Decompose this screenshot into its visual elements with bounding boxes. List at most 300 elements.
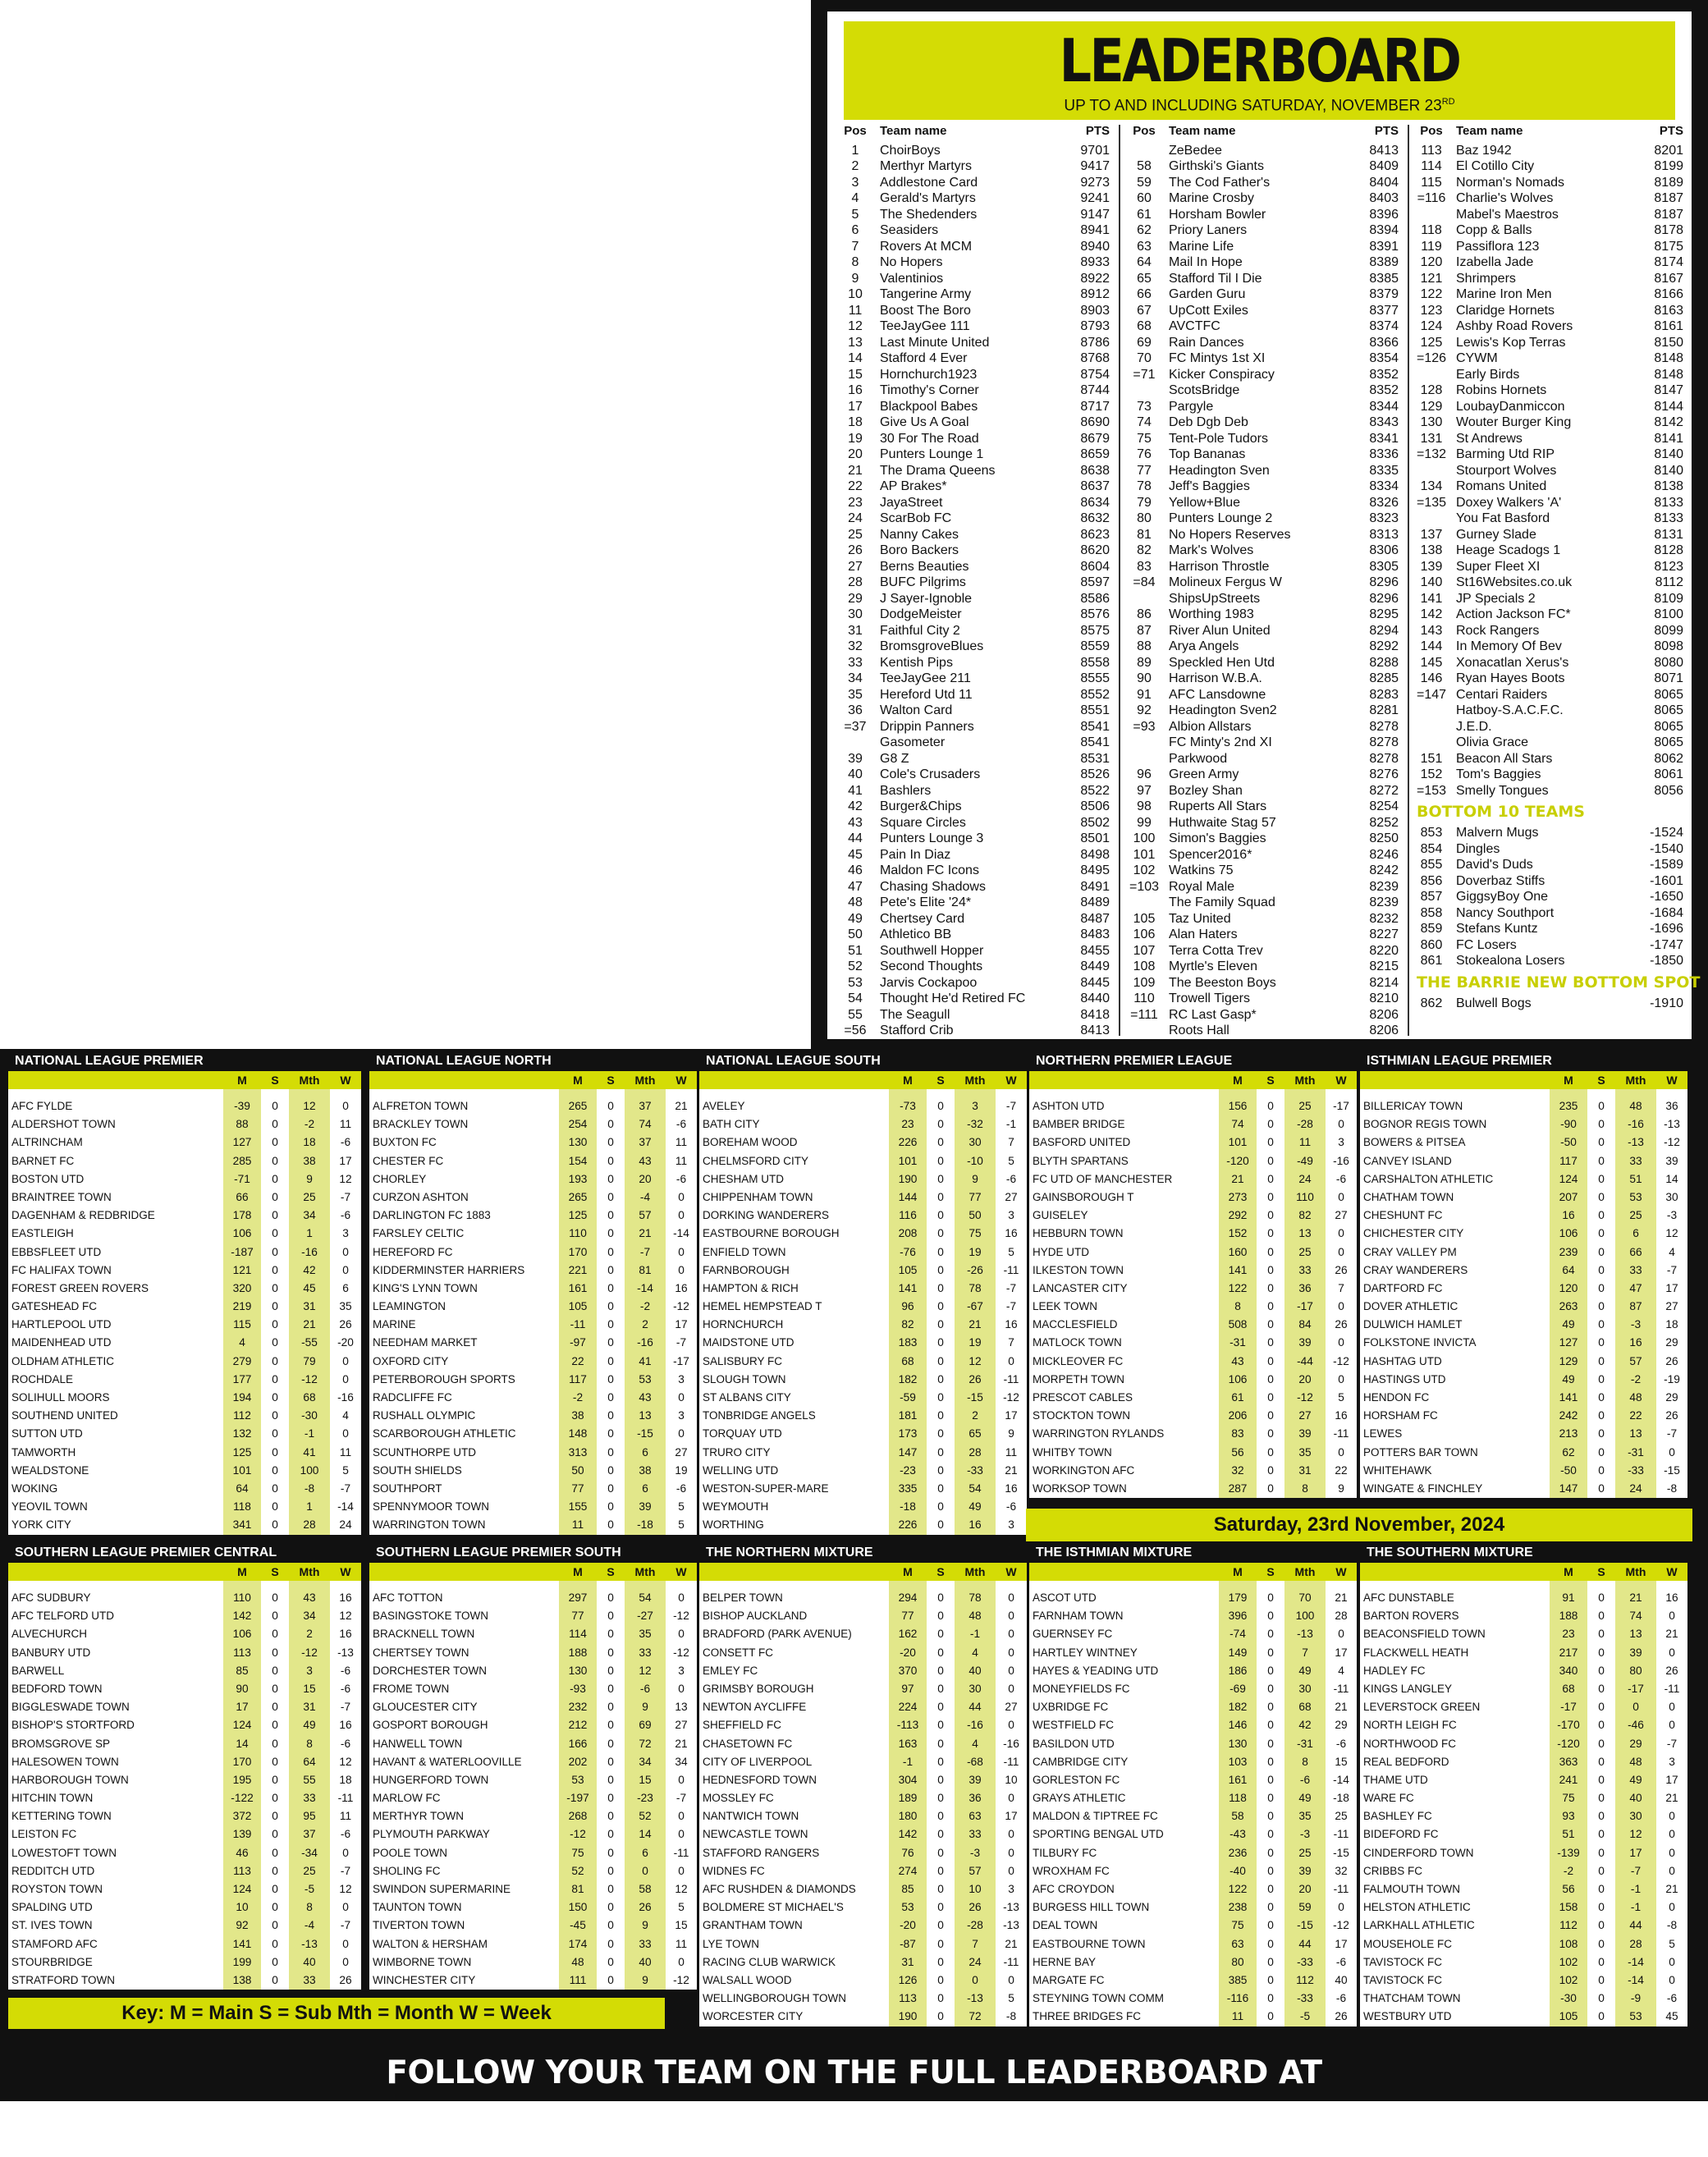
week-points: -6 — [666, 1480, 697, 1498]
sub-points: 0 — [1587, 1807, 1615, 1825]
week-points: 5 — [1656, 1935, 1687, 1953]
month-points: -14 — [1615, 1972, 1656, 1990]
rank: 862 — [1420, 996, 1443, 1010]
main-points: 199 — [223, 1953, 261, 1972]
league-row — [1360, 1371, 1687, 1389]
main-points: 138 — [223, 1972, 261, 1990]
leaderboard-row — [836, 222, 1113, 239]
rank: 139 — [1420, 559, 1443, 574]
team-name: STAMFORD AFC — [11, 1937, 98, 1950]
month-points: -15 — [1284, 1917, 1326, 1935]
week-points: -11 — [1656, 1680, 1687, 1698]
team-name: TORQUAY UTD — [703, 1427, 782, 1440]
sub-points: 0 — [261, 1698, 289, 1716]
month-points: 53 — [1615, 1188, 1656, 1207]
week-points: 16 — [330, 1625, 361, 1643]
leaderboard-row — [1124, 559, 1402, 575]
month-points: -33 — [1284, 1953, 1326, 1972]
rank: 861 — [1420, 954, 1443, 968]
league-row — [699, 1444, 1027, 1462]
league-row — [1029, 1917, 1357, 1935]
rank: 75 — [1137, 431, 1152, 446]
leaderboard-row — [1124, 639, 1402, 655]
points: 8531 — [1080, 751, 1110, 766]
league-column-header — [1029, 1563, 1357, 1581]
team-name: ChoirBoys — [880, 143, 941, 158]
sub-points: 0 — [927, 1898, 955, 1917]
league-row — [1360, 1115, 1687, 1133]
week-points: -8 — [1656, 1917, 1687, 1935]
main-points: 58 — [1219, 1807, 1257, 1825]
month-points: -49 — [1284, 1152, 1326, 1170]
main-points: 141 — [1219, 1262, 1257, 1280]
team-name: CARSHALTON ATHLETIC — [1363, 1172, 1494, 1185]
league-row — [8, 1753, 361, 1771]
rank: 2 — [851, 159, 859, 173]
month-points: 25 — [1284, 1243, 1326, 1262]
leaderboard-row — [836, 991, 1113, 1007]
team-name: Ashby Road Rovers — [1456, 319, 1573, 333]
date-banner: Saturday, 23rd November, 2024 — [1026, 1509, 1692, 1541]
month-points: 25 — [289, 1862, 330, 1880]
main-points: 141 — [223, 1935, 261, 1953]
spacer — [1615, 1581, 1656, 1589]
sub-points: 0 — [261, 1462, 289, 1480]
week-points: -12 — [666, 1607, 697, 1625]
team-name: Hornchurch1923 — [880, 367, 978, 382]
team-name: OXFORD CITY — [373, 1354, 449, 1367]
month-points: -28 — [1284, 1115, 1326, 1133]
main-points: 113 — [223, 1862, 261, 1880]
team-name: Tom's Baggies — [1456, 767, 1541, 781]
week-points: 29 — [1326, 1716, 1357, 1734]
week-points: 27 — [666, 1444, 697, 1462]
team-name: KETTERING TOWN — [11, 1810, 112, 1823]
sub-points: 0 — [1257, 1753, 1284, 1771]
week-points: 0 — [666, 1589, 697, 1607]
rank: 68 — [1137, 319, 1152, 333]
team-name: MALDON & TIPTREE FC — [1033, 1810, 1158, 1823]
points: 8206 — [1369, 1024, 1399, 1037]
s-header: S — [597, 1071, 625, 1089]
sub-points: 0 — [1587, 1825, 1615, 1843]
main-points: -23 — [889, 1462, 927, 1480]
leaderboard-row — [836, 879, 1113, 895]
week-points: 12 — [330, 1170, 361, 1188]
rank: 25 — [848, 527, 863, 542]
team-name: AFC Lansdowne — [1169, 687, 1266, 702]
team-name: SPENNYMOOR TOWN — [373, 1500, 490, 1514]
league-title: SOUTHERN LEAGUE PREMIER CENTRAL — [8, 1545, 361, 1563]
main-points: 92 — [223, 1917, 261, 1935]
rank: 102 — [1133, 863, 1156, 877]
team-name: STOURBRIDGE — [11, 1955, 93, 1968]
leaderboard-row — [836, 158, 1113, 175]
team-name: WHITEHAWK — [1363, 1463, 1432, 1477]
rank: 5 — [851, 207, 859, 222]
points: 8403 — [1369, 191, 1399, 205]
leaderboard-row — [836, 623, 1113, 639]
rank: 52 — [848, 959, 863, 973]
league-row — [699, 1353, 1027, 1371]
week-points: -13 — [996, 1898, 1027, 1917]
points: 8242 — [1369, 863, 1399, 877]
week-points: 26 — [1656, 1407, 1687, 1425]
spacer — [223, 1089, 261, 1097]
sub-points: 0 — [1257, 1680, 1284, 1698]
week-points: -16 — [996, 1735, 1027, 1753]
month-points: 57 — [625, 1207, 666, 1225]
rank: 118 — [1421, 223, 1442, 237]
team-name: Roots Hall — [1169, 1024, 1229, 1037]
month-points: 74 — [1615, 1607, 1656, 1625]
rank: 29 — [848, 591, 863, 606]
rank: 141 — [1420, 591, 1443, 606]
sub-points: 0 — [1257, 1133, 1284, 1152]
sub-points: 0 — [261, 1716, 289, 1734]
rank — [1412, 703, 1451, 719]
team-name: Southwell Hopper — [880, 943, 984, 958]
main-points: 340 — [1550, 1662, 1587, 1680]
sub-points: 0 — [597, 1225, 625, 1243]
leaderboard-row — [1124, 190, 1402, 207]
main-points: 208 — [889, 1225, 927, 1243]
month-points: 24 — [1615, 1480, 1656, 1498]
team-name: UpCott Exiles — [1169, 303, 1248, 318]
month-points: -6 — [1284, 1771, 1326, 1789]
month-points: 8 — [1284, 1480, 1326, 1498]
leaderboard-column-header — [836, 123, 1113, 140]
week-points: 18 — [330, 1771, 361, 1789]
main-points: -43 — [1219, 1825, 1257, 1843]
rank: 40 — [848, 767, 863, 781]
leaderboard-row — [836, 254, 1113, 271]
week-points: 29 — [1656, 1334, 1687, 1352]
league-row — [369, 1680, 697, 1698]
team-name: Lewis's Kop Terras — [1456, 335, 1566, 350]
points: 8638 — [1080, 463, 1110, 478]
s-header: S — [1257, 1071, 1284, 1089]
team-name: ALTRINCHAM — [11, 1136, 83, 1149]
spacer-row — [8, 1581, 361, 1589]
week-points: 14 — [1656, 1170, 1687, 1188]
sub-points: 0 — [1257, 2008, 1284, 2026]
points: 8296 — [1369, 591, 1399, 606]
week-points: 24 — [330, 1516, 361, 1534]
sub-points: 0 — [261, 1407, 289, 1425]
league-row — [369, 1807, 697, 1825]
sub-points: 0 — [1587, 1917, 1615, 1935]
league-row — [8, 1498, 361, 1516]
team-name: HAYES & YEADING UTD — [1033, 1664, 1159, 1677]
points: 8744 — [1080, 383, 1110, 397]
week-points: -11 — [996, 1753, 1027, 1771]
main-points: -71 — [223, 1170, 261, 1188]
points: 8335 — [1369, 463, 1399, 478]
team-name: Harrison W.B.A. — [1169, 671, 1262, 685]
month-points: -2 — [289, 1115, 330, 1133]
main-points: 141 — [889, 1280, 927, 1298]
week-points: 4 — [1326, 1662, 1357, 1680]
month-points: 49 — [1284, 1789, 1326, 1807]
sub-points: 0 — [1587, 1188, 1615, 1207]
month-points: -33 — [1615, 1462, 1656, 1480]
week-points: -6 — [996, 1498, 1027, 1516]
team-name: FALMOUTH TOWN — [1363, 1883, 1461, 1895]
team-name: J Sayer-Ignoble — [880, 591, 973, 606]
main-points: 74 — [1219, 1115, 1257, 1133]
main-points: 52 — [559, 1862, 597, 1880]
league-row — [369, 1644, 697, 1662]
main-points: 212 — [559, 1716, 597, 1734]
team-name: WESTON-SUPER-MARE — [703, 1482, 829, 1495]
points: 8445 — [1080, 975, 1110, 990]
main-points: 313 — [559, 1444, 597, 1462]
team-name: MARLOW FC — [373, 1792, 441, 1805]
league-row — [1029, 1407, 1357, 1425]
main-points: 265 — [559, 1188, 597, 1207]
league-row — [1029, 1389, 1357, 1407]
main-points: 118 — [223, 1498, 261, 1516]
sub-points: 0 — [597, 1371, 625, 1389]
week-points: -15 — [1326, 1844, 1357, 1862]
week-points: 29 — [1656, 1389, 1687, 1407]
team-header — [1360, 1563, 1550, 1581]
league-row — [1360, 1625, 1687, 1643]
week-points: 0 — [1656, 1898, 1687, 1917]
leaderboard-row — [1124, 799, 1402, 815]
team-name: 30 For The Road — [880, 431, 979, 446]
main-points: 108 — [1550, 1935, 1587, 1953]
leaderboard-row — [1124, 239, 1402, 255]
month-points: -10 — [955, 1152, 996, 1170]
week-points: 0 — [666, 1389, 697, 1407]
sub-points: 0 — [597, 1898, 625, 1917]
month-points: 2 — [289, 1625, 330, 1643]
week-points: -15 — [1656, 1462, 1687, 1480]
sub-points: 0 — [597, 1243, 625, 1262]
sub-points: 0 — [1257, 1389, 1284, 1407]
week-points: -7 — [1656, 1262, 1687, 1280]
league-row — [1029, 1789, 1357, 1807]
leaderboard-row — [836, 575, 1113, 591]
team-name: AFC CROYDON — [1033, 1883, 1115, 1895]
league-row — [369, 1972, 697, 1990]
league-row — [8, 1917, 361, 1935]
league-row — [8, 1353, 361, 1371]
week-points: 0 — [1656, 1807, 1687, 1825]
rank: 44 — [848, 831, 863, 845]
leaderboard-subtitle: UP TO AND INCLUDING SATURDAY, NOVEMBER 23RD — [1064, 97, 1455, 115]
month-points: 34 — [625, 1753, 666, 1771]
league-row — [1029, 1188, 1357, 1207]
main-points: 130 — [559, 1133, 597, 1152]
main-points: 232 — [559, 1698, 597, 1716]
sub-points: 0 — [1257, 1589, 1284, 1607]
leaderboard-row — [1412, 175, 1687, 191]
team-name: FC Minty's 2nd XI — [1169, 735, 1272, 749]
team-name: Berns Beauties — [880, 559, 969, 574]
rank: =116 — [1417, 191, 1446, 205]
points: 8597 — [1080, 575, 1110, 589]
points: 8189 — [1654, 175, 1683, 190]
sub-points: 0 — [927, 1462, 955, 1480]
team-name: WHITBY TOWN — [1033, 1445, 1112, 1459]
league-row — [699, 1280, 1027, 1298]
points: 8489 — [1080, 895, 1110, 909]
spacer — [955, 1089, 996, 1097]
team-name: MERTHYR TOWN — [373, 1810, 465, 1823]
leaderboard-row — [836, 190, 1113, 207]
spacer-row — [1029, 1581, 1357, 1589]
sub-points: 0 — [927, 1280, 955, 1298]
sub-points: 0 — [1257, 1862, 1284, 1880]
team-name: CRAY VALLEY PM — [1363, 1245, 1457, 1258]
spacer — [1656, 1581, 1687, 1589]
team-name: AFC SUDBURY — [11, 1591, 91, 1604]
team-name: DORKING WANDERERS — [703, 1209, 830, 1222]
team-header — [699, 1563, 889, 1581]
points: 8278 — [1369, 751, 1399, 766]
main-points: 163 — [889, 1735, 927, 1753]
main-points: 235 — [1550, 1097, 1587, 1115]
points: -1747 — [1650, 937, 1683, 952]
team-name: The Cod Father's — [1169, 175, 1271, 190]
leaderboard-row — [836, 399, 1113, 415]
main-points: 43 — [1219, 1353, 1257, 1371]
rank: 28 — [848, 575, 863, 589]
league-row — [8, 1680, 361, 1698]
points: 8227 — [1369, 927, 1399, 941]
week-points: 0 — [330, 1935, 361, 1953]
points: 8144 — [1654, 399, 1683, 414]
points: 8246 — [1369, 847, 1399, 862]
leaderboard-row — [836, 303, 1113, 319]
week-points: -6 — [330, 1207, 361, 1225]
sub-points: 0 — [1587, 1425, 1615, 1443]
rank: 125 — [1420, 335, 1443, 350]
week-points: -13 — [1656, 1115, 1687, 1133]
month-points: -17 — [1284, 1298, 1326, 1316]
spacer — [1587, 1581, 1615, 1589]
month-points: -14 — [1615, 1953, 1656, 1972]
league-row — [699, 1225, 1027, 1243]
week-points: 25 — [1326, 1807, 1357, 1825]
team-header — [1029, 1071, 1219, 1089]
points: 8148 — [1654, 351, 1683, 365]
week-points: 0 — [666, 1862, 697, 1880]
league-row — [369, 1953, 697, 1972]
sub-points: 0 — [927, 1498, 955, 1516]
sub-points: 0 — [261, 1334, 289, 1352]
spacer — [597, 1089, 625, 1097]
team-name: NORTH LEIGH FC — [1363, 1719, 1457, 1732]
team-name: ALVECHURCH — [11, 1628, 88, 1641]
sub-points: 0 — [261, 1444, 289, 1462]
rank: 8 — [851, 255, 859, 269]
rank: 6 — [851, 223, 859, 237]
main-points: 287 — [1219, 1480, 1257, 1498]
points: 8292 — [1369, 639, 1399, 653]
week-points: -6 — [1656, 1990, 1687, 2008]
team-name: Terra Cotta Trev — [1169, 943, 1263, 958]
league-row — [1360, 1298, 1687, 1316]
sub-points: 0 — [597, 1353, 625, 1371]
month-points: 39 — [1284, 1334, 1326, 1352]
month-points: 39 — [625, 1498, 666, 1516]
leaderboard-row — [836, 527, 1113, 543]
main-points: 93 — [1550, 1807, 1587, 1825]
month-points: -18 — [625, 1516, 666, 1534]
team-name: GORLESTON FC — [1033, 1773, 1120, 1786]
league-row — [1029, 2008, 1357, 2026]
rank: 859 — [1420, 922, 1443, 936]
month-points: 33 — [289, 1789, 330, 1807]
team-name: Horsham Bowler — [1169, 207, 1266, 222]
team-name: Claridge Hornets — [1456, 303, 1555, 318]
leaderboard-column-2 — [1124, 123, 1402, 1039]
points: 8620 — [1080, 543, 1110, 557]
main-points: 217 — [1550, 1644, 1587, 1662]
rank: 51 — [848, 943, 863, 958]
rank: 138 — [1420, 543, 1443, 557]
month-points: -26 — [955, 1262, 996, 1280]
league-row — [699, 1589, 1027, 1607]
league-row — [699, 1462, 1027, 1480]
league-row — [699, 1753, 1027, 1771]
week-points: 21 — [1326, 1589, 1357, 1607]
league-row — [369, 1425, 697, 1443]
main-points: 61 — [1219, 1389, 1257, 1407]
main-points: 213 — [1550, 1425, 1587, 1443]
team-name: Worthing 1983 — [1169, 607, 1254, 621]
main-points: 111 — [559, 1972, 597, 1990]
team-name: Headington Sven2 — [1169, 703, 1277, 717]
spacer — [1656, 1089, 1687, 1097]
sub-points: 0 — [1587, 1680, 1615, 1698]
leaderboard-row — [1412, 543, 1687, 559]
team-name: BROMSGROVE SP — [11, 1737, 111, 1750]
team-name: BURGESS HILL TOWN — [1033, 1901, 1150, 1914]
week-points: 27 — [1326, 1207, 1357, 1225]
sub-points: 0 — [1587, 1935, 1615, 1953]
league-row — [8, 1880, 361, 1898]
team-name: Stourport Wolves — [1456, 463, 1557, 478]
week-points: 5 — [330, 1462, 361, 1480]
main-points: 178 — [223, 1207, 261, 1225]
sub-points: 0 — [927, 1298, 955, 1316]
pts-header: PTS — [1659, 124, 1683, 138]
rank: 70 — [1137, 351, 1152, 365]
week-points: -6 — [666, 1170, 697, 1188]
rank — [1412, 207, 1451, 223]
points: 8394 — [1369, 223, 1399, 237]
points: 8344 — [1369, 399, 1399, 414]
team-name: MORPETH TOWN — [1033, 1372, 1125, 1385]
league-row — [369, 1371, 697, 1389]
week-points: 0 — [996, 1716, 1027, 1734]
team-name: SWINDON SUPERMARINE — [373, 1883, 511, 1895]
team-name: BASHLEY FC — [1363, 1810, 1432, 1823]
rank: 63 — [1137, 239, 1152, 254]
league-row — [699, 1298, 1027, 1316]
sub-points: 0 — [261, 1589, 289, 1607]
main-points: 241 — [1550, 1771, 1587, 1789]
sub-points: 0 — [597, 1825, 625, 1843]
month-points: -12 — [289, 1644, 330, 1662]
league-row — [1029, 1607, 1357, 1625]
spacer — [289, 1089, 330, 1097]
